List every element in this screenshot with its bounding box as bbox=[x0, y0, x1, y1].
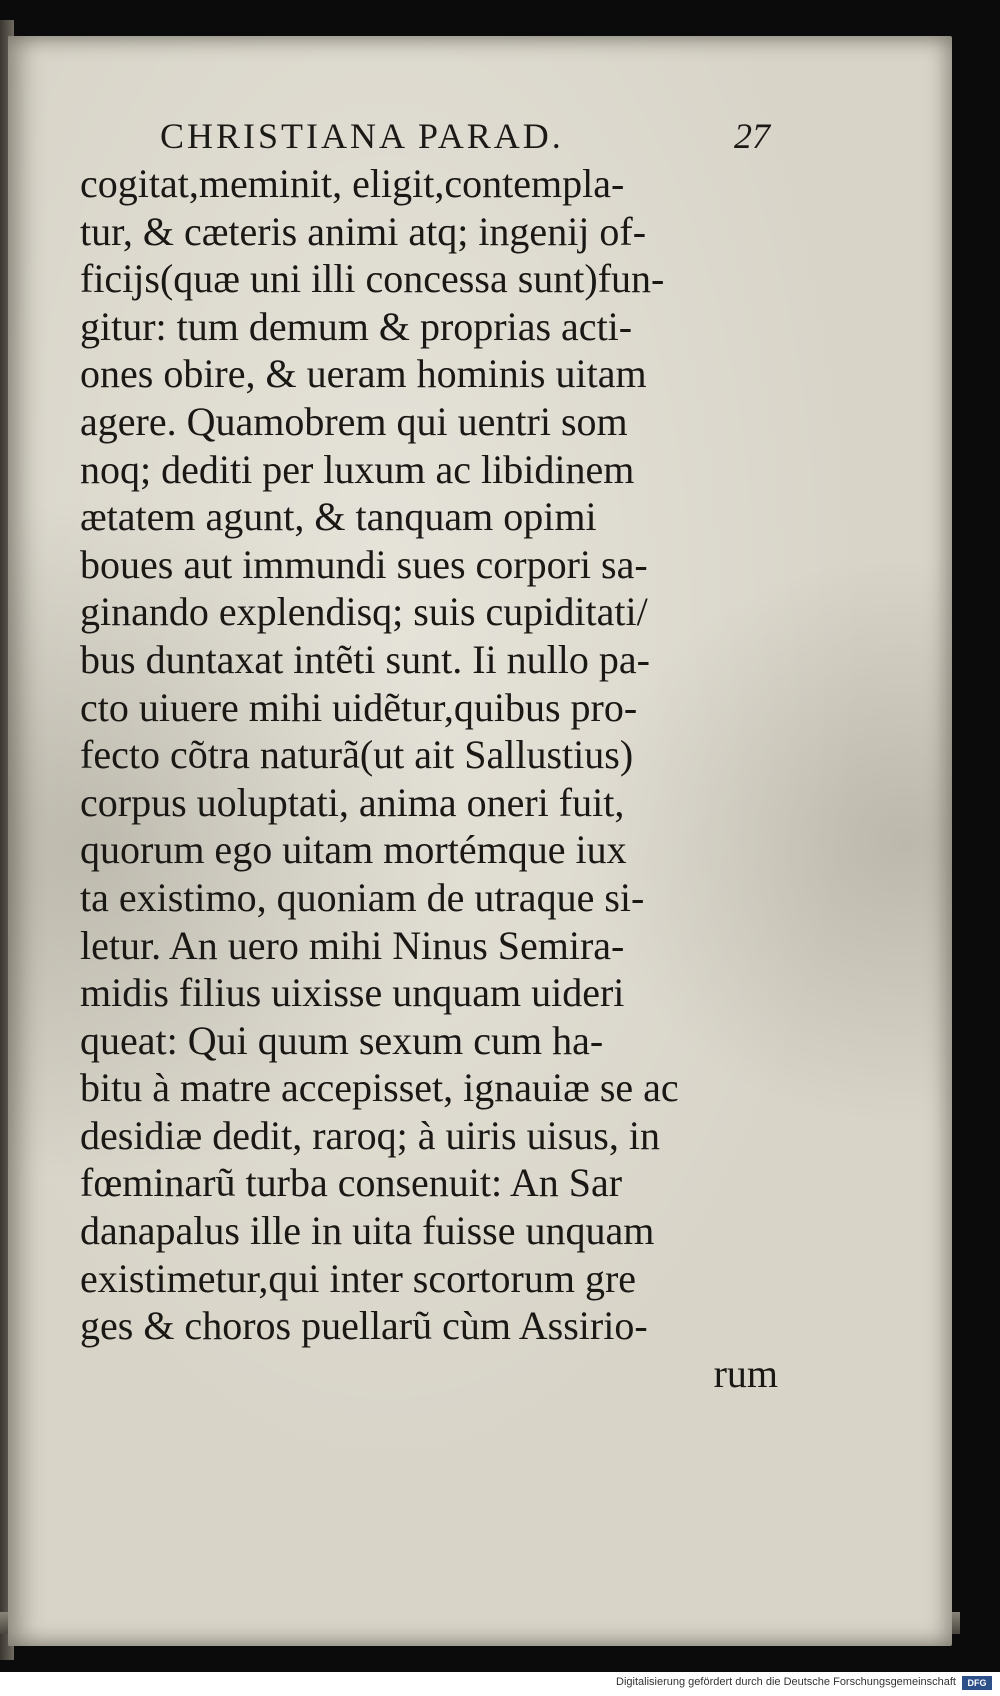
footer-strip bbox=[0, 1672, 1000, 1696]
text-line: gitur: tum demum & proprias acti- bbox=[80, 303, 633, 349]
text-line: ta existimo, quoniam de utraque si- bbox=[80, 874, 645, 920]
dfg-logo: DFG bbox=[962, 1676, 992, 1690]
text-line: tur, & cæteris animi atq; ingenij of- bbox=[80, 208, 647, 254]
text-line: noq; dediti per luxum ac libidinem bbox=[80, 446, 635, 492]
text-line: bus duntaxat intẽti sunt. Ii nullo pa- bbox=[80, 636, 650, 682]
text-line: ginando explendisq; suis cupiditati/ bbox=[80, 589, 648, 635]
text-line: boues aut immundi sues corpori sa- bbox=[80, 541, 648, 587]
text-line: fœminarũ turba consenuit: An Sar bbox=[80, 1160, 623, 1206]
text-line: ones obire, & ueram hominis uitam bbox=[80, 351, 647, 397]
text-line: corpus uoluptati, anima oneri fuit, bbox=[80, 779, 625, 825]
text-line: cto uiuere mihi uidẽtur,quibus pro- bbox=[80, 684, 638, 730]
text-line: queat: Qui quum sexum cum ha- bbox=[80, 1017, 604, 1063]
text-line: ges & choros puellarũ cùm Assirio- bbox=[80, 1303, 648, 1349]
text-line: existimetur,qui inter scortorum gre bbox=[80, 1255, 637, 1301]
funding-note: Digitalisierung gefördert durch die Deutsche Forschungsgemeinschaft bbox=[616, 1676, 956, 1688]
text-line: ætatem agunt, & tanquam opimi bbox=[80, 494, 597, 540]
text-line: bitu à matre accepisset, ignauiæ se ac bbox=[80, 1065, 679, 1111]
text-line: cogitat,meminit, eligit,contempla- bbox=[80, 161, 625, 206]
text-line: agere. Quamobrem qui uentri som bbox=[80, 398, 628, 444]
text-line: quorum ego uitam mortémque iux bbox=[80, 827, 627, 873]
text-line: ficijs(quæ uni illi concessa sunt)fun- bbox=[80, 256, 665, 302]
page-number: 27 bbox=[734, 116, 770, 156]
text-line: fecto cõtra naturã(ut ait Sallustius) bbox=[80, 732, 634, 778]
catchword: rum bbox=[713, 1350, 778, 1396]
body-text bbox=[80, 160, 780, 1397]
text-line: letur. An uero mihi Ninus Semira- bbox=[80, 922, 625, 968]
running-title: CHRISTIANA PARAD. bbox=[160, 116, 564, 156]
text-line: midis filius uixisse unquam uideri bbox=[80, 970, 625, 1016]
text-line: danapalus ille in uita fuisse unquam bbox=[80, 1208, 655, 1254]
text-line: desidiæ dedit, raroq; à uiris uisus, in bbox=[80, 1112, 660, 1158]
running-header bbox=[160, 115, 770, 165]
